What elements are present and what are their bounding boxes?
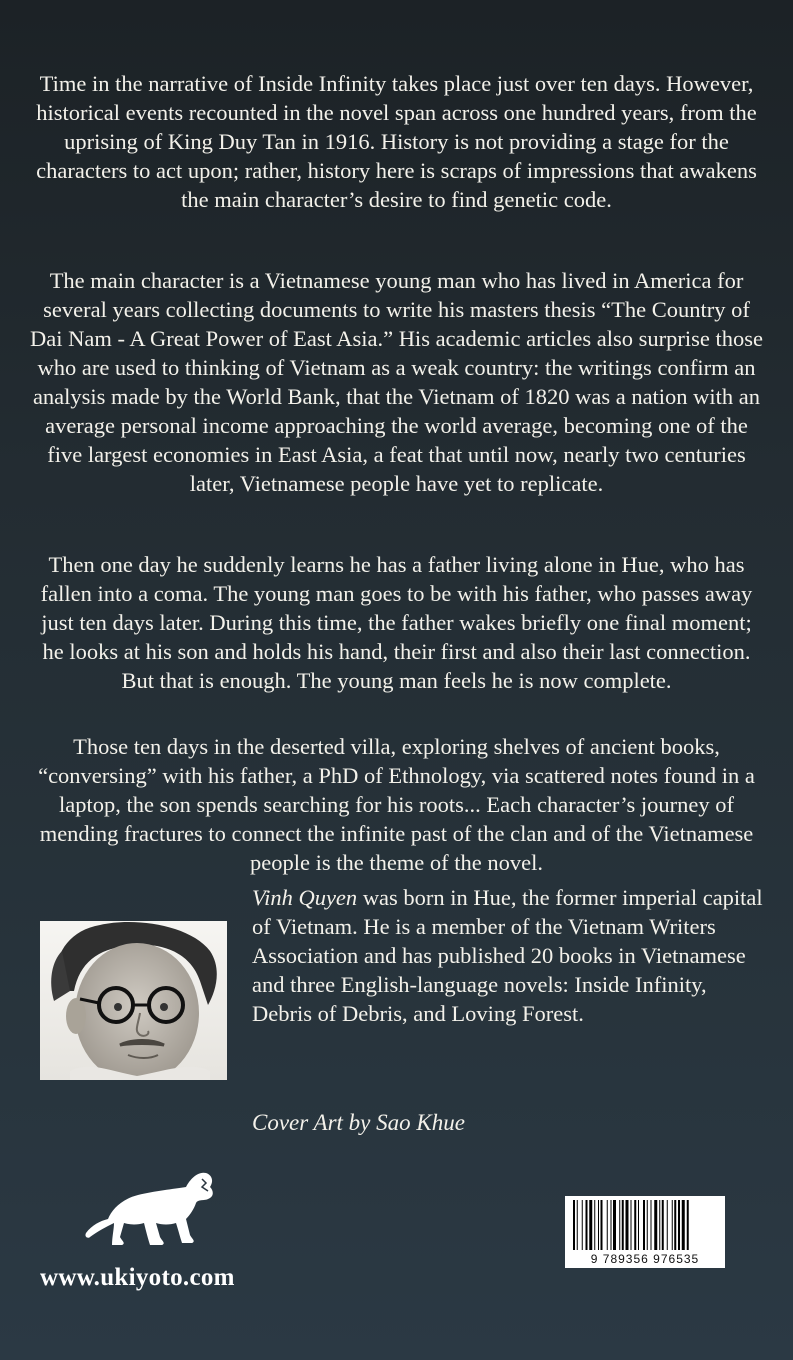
barcode-bar	[651, 1200, 652, 1250]
tiger-logo-icon	[78, 1165, 218, 1250]
barcode-bar	[589, 1200, 592, 1250]
blurb-paragraph-3: Then one day he suddenly learns he has a father living alone in Hue, who has fallen into a coma. The young man goes to be with his father, who passes away just ten days later. During this time, the father wakes briefly one final moment; he looks at his son and holds his hand, their first and also their last connection. But that is enough. The young man feels he is now complete.	[40, 552, 753, 693]
barcode-bar	[626, 1200, 629, 1250]
barcode-bar	[619, 1200, 620, 1250]
blurb-paragraph-4: Those ten days in the deserted villa, exploring shelves of ancient books, “conversing” with his father, a PhD of Ethnology, via scattered notes found in a laptop, the son spends searching for his roots... Each character’s journey of mending fractures to connect the infinite past of the clan and of the Vietnamese people is the theme of the novel.	[38, 734, 755, 875]
author-portrait	[40, 921, 227, 1080]
barcode-bar	[647, 1200, 648, 1250]
barcode-bar	[622, 1200, 624, 1250]
barcode-bar	[607, 1200, 608, 1250]
barcode-bar	[672, 1200, 673, 1250]
blurb-paragraph-1: Time in the narrative of Inside Infinity takes place just over ten days. However, historical events recounted in the novel span across one hundred years, from the uprising of King Duy Tan in 1916. History is not providing a stage for the characters to act upon; rather, history here is scraps of impressions that awakens the main character’s desire to find genetic code.	[36, 71, 757, 212]
barcode-bar	[586, 1200, 588, 1250]
barcode-bar	[678, 1200, 680, 1250]
publisher-url[interactable]: www.ukiyoto.com	[40, 1264, 235, 1291]
barcode-bar	[674, 1200, 676, 1250]
barcode-bar	[611, 1200, 612, 1250]
barcode-icon	[565, 1200, 725, 1252]
author-portrait-drawing	[40, 921, 227, 1080]
barcode-bar	[662, 1200, 664, 1250]
isbn-number: 9 789356 976535	[590, 1252, 700, 1266]
barcode-bar	[594, 1200, 595, 1250]
barcode-bar	[577, 1200, 578, 1250]
barcode-bar	[654, 1200, 657, 1250]
barcode-bar	[613, 1200, 616, 1250]
barcode-bar	[634, 1200, 636, 1250]
author-bio-text: was born in Hue, the former imperial capital of Vietnam. He is a member of the Vietnam Writers Association and has published 20 books in Vietnamese and three English-language novels: Inside Infinity, Debris of Debris, and Loving Forest.	[252, 885, 763, 1026]
blurb-paragraph-2: The main character is a Vietnamese young man who has lived in America for several years collecting documents to write his masters thesis “The Country of Dai Nam - A Great Power of East Asia.” His academic articles also surprise those who are used to thinking of Vietnam as a weak country: the writings confirm an analysis made by the World Bank, that the Vietnam of 1820 was a nation with an average personal income approaching the world average, becoming one of the five largest economies in East Asia, a feat that until now, nearly two centuries later, Vietnamese people have yet to replicate.	[30, 268, 763, 496]
barcode-bar	[573, 1200, 575, 1250]
barcode-bar	[601, 1200, 603, 1250]
barcode-bar	[682, 1200, 685, 1250]
barcode-bar	[638, 1200, 639, 1250]
barcode-bar	[631, 1200, 632, 1250]
barcode-bar	[687, 1200, 689, 1250]
author-bio	[252, 883, 772, 1028]
author-name: Vinh Quyen	[252, 885, 358, 910]
barcode-bar	[659, 1200, 660, 1250]
barcode-bar	[667, 1200, 668, 1250]
cover-art-credit: Cover Art by Sao Khue	[252, 1110, 465, 1135]
barcode-bar	[598, 1200, 599, 1250]
barcode-bar	[643, 1200, 645, 1250]
barcode-bar	[582, 1200, 583, 1250]
isbn-barcode	[565, 1196, 725, 1268]
